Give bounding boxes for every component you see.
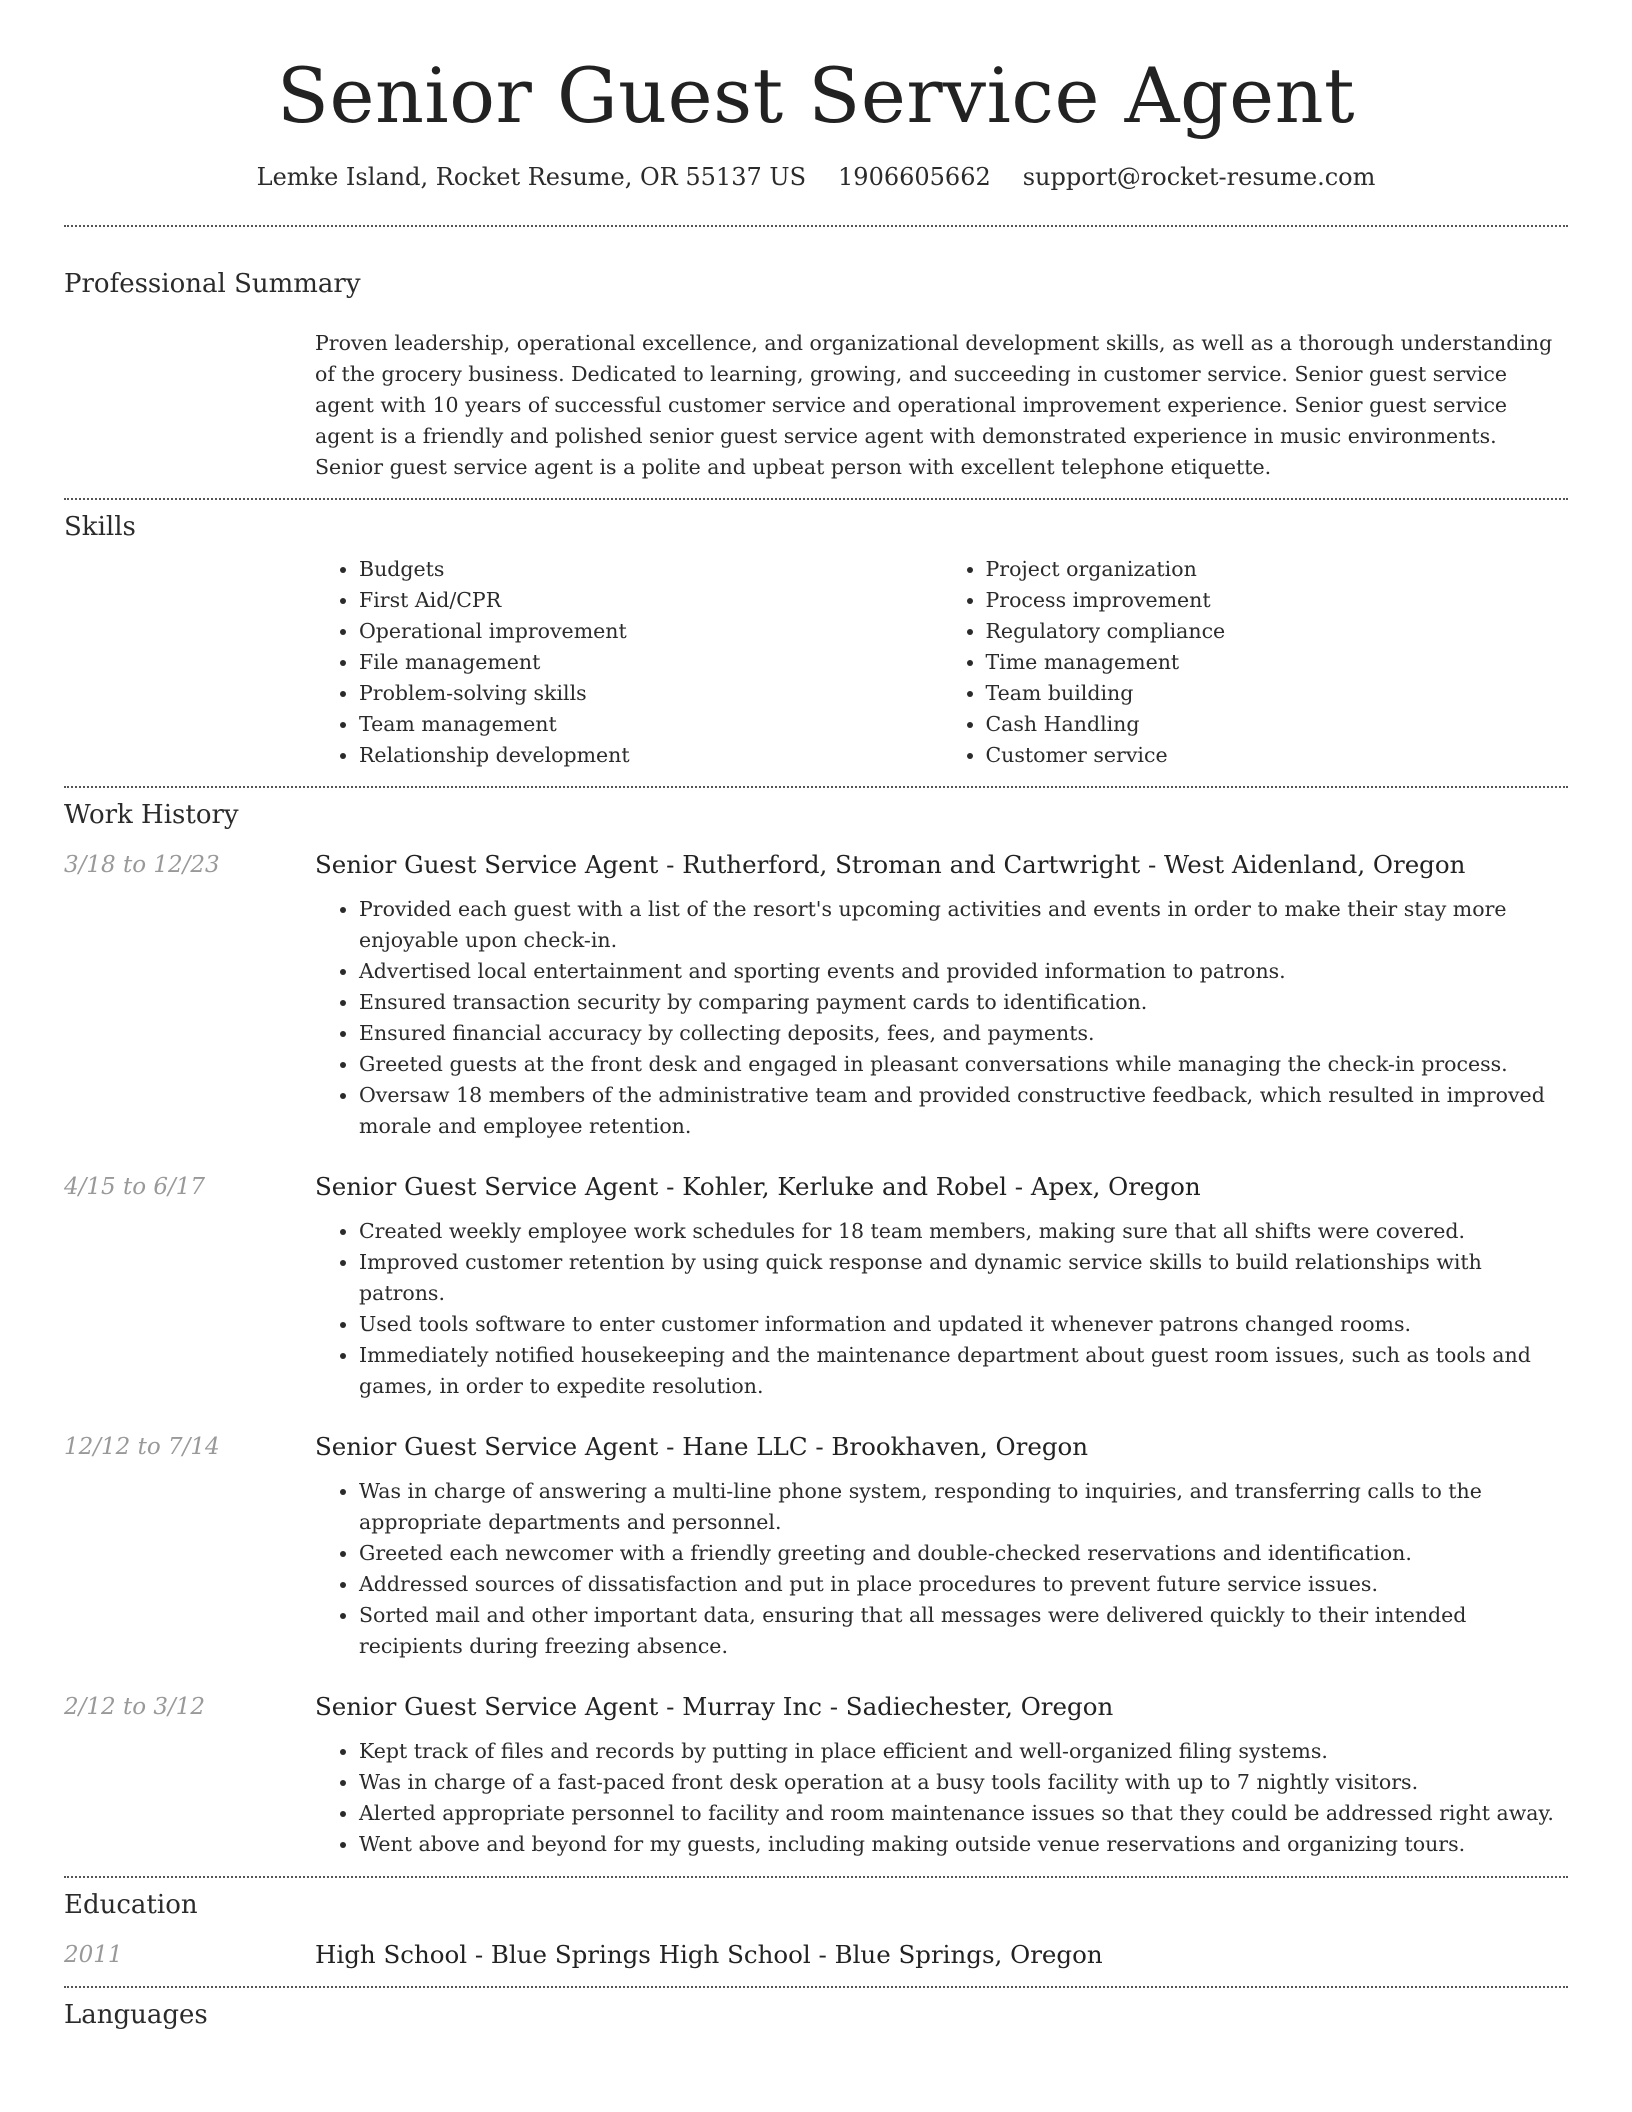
summary-text: Proven leadership, operational excellence, and organizational development skills, as well as a thorough understanding of the grocery business. Dedicated to learning, growing, and succeeding in customer service. Senior guest service agent with 10 years of successful customer service and operational improvement experience. Senior guest service agent is a friendly and polished senior guest service agent with demonstrated experience in music environments. Senior guest service agent is a polite and upbeat person with excellent telephone etiquette. — [315, 331, 1553, 480]
languages-section — [64, 1988, 1568, 2030]
job-bullet: • Immediately notified housekeeping and the maintenance department about guest room issues, such as tools and games, in order to expedite resolution. — [359, 1340, 1568, 1402]
skills-list-left — [315, 554, 942, 771]
skills-list-right — [942, 554, 1569, 771]
contact-email: support@rocket-resume.com — [1022, 163, 1376, 192]
job-bullet: • Advertised local entertainment and sporting events and provided information to patrons. — [359, 956, 1568, 987]
job-bullet: • Ensured transaction security by comparing payment cards to identification. — [359, 987, 1568, 1018]
skills-section — [64, 500, 1568, 786]
section-title-education: Education — [64, 1890, 198, 1921]
job-bullet: • Addressed sources of dissatisfaction and put in place procedures to prevent future service issues. — [359, 1569, 1568, 1600]
job-bullets — [315, 1736, 1568, 1860]
job-bullet: • Used tools software to enter customer information and updated it whenever patrons changed rooms. — [359, 1309, 1568, 1340]
skill-item: • Customer service — [986, 740, 1569, 771]
skill-item: • Cash Handling — [986, 709, 1569, 740]
skill-item: • First Aid/CPR — [359, 585, 942, 616]
skill-item: • Process improvement — [986, 585, 1569, 616]
job-bullet: • Created weekly employee work schedules for 18 team members, making sure that all shifts were covered. — [359, 1216, 1568, 1247]
education-year: 2011 — [64, 1942, 123, 1969]
section-title-skills: Skills — [64, 512, 136, 543]
section-title-languages: Languages — [64, 2000, 208, 2031]
job-bullet: • Was in charge of answering a multi-line phone system, responding to inquiries, and transferring calls to the appropriate departments and personnel. — [359, 1476, 1568, 1538]
job-heading: Senior Guest Service Agent - Hane LLC - Brookhaven, Oregon — [315, 1432, 1089, 1462]
section-title-work: Work History — [64, 800, 239, 831]
job-bullet: • Went above and beyond for my guests, including making outside venue reservations and organizing tours. — [359, 1829, 1568, 1860]
education-heading: High School - Blue Springs High School - Blue Springs, Oregon — [315, 1940, 1103, 1970]
skill-item: • Budgets — [359, 554, 942, 585]
skill-item: • Regulatory compliance — [986, 616, 1569, 647]
contact-line — [64, 163, 1568, 191]
skill-item: • Project organization — [986, 554, 1569, 585]
job-bullet: • Greeted guests at the front desk and engaged in pleasant conversations while managing the check-in process. — [359, 1049, 1568, 1080]
job-entry — [64, 1430, 1568, 1662]
job-entry — [64, 1170, 1568, 1402]
job-dates: 12/12 to 7/14 — [64, 1434, 220, 1461]
contact-address: Lemke Island, Rocket Resume, OR 55137 US — [256, 163, 807, 192]
job-bullet: • Kept track of files and records by putting in place efficient and well-organized filing systems. — [359, 1736, 1568, 1767]
skill-item: • Operational improvement — [359, 616, 942, 647]
candidate-name: Senior Guest Service Agent — [276, 51, 1356, 140]
resume-header — [64, 0, 1568, 191]
job-bullet: • Provided each guest with a list of the resort's upcoming activities and events in order to make their stay more enjoyable upon check-in. — [359, 894, 1568, 956]
job-bullet: • Improved customer retention by using quick response and dynamic service skills to build relationships with patrons. — [359, 1247, 1568, 1309]
skill-item: • File management — [359, 647, 942, 678]
job-entry — [64, 848, 1568, 1142]
job-bullet: • Ensured financial accuracy by collecting deposits, fees, and payments. — [359, 1018, 1568, 1049]
summary-section — [64, 227, 1568, 498]
skill-item: • Team management — [359, 709, 942, 740]
skill-item: • Relationship development — [359, 740, 942, 771]
section-title-summary: Professional Summary — [64, 269, 361, 300]
job-bullets — [315, 1476, 1568, 1662]
education-section — [64, 1878, 1568, 1986]
skill-item: • Team building — [986, 678, 1569, 709]
job-bullet: • Oversaw 18 members of the administrative team and provided constructive feedback, which resulted in improved morale and employee retention. — [359, 1080, 1568, 1142]
job-heading: Senior Guest Service Agent - Kohler, Kerluke and Robel - Apex, Oregon — [315, 1172, 1201, 1202]
job-entry — [64, 1690, 1568, 1860]
job-bullet: • Was in charge of a fast-paced front desk operation at a busy tools facility with up to 7 nightly visitors. — [359, 1767, 1568, 1798]
job-dates: 3/18 to 12/23 — [64, 852, 220, 879]
job-dates: 2/12 to 3/12 — [64, 1694, 206, 1721]
job-heading: Senior Guest Service Agent - Rutherford, Stroman and Cartwright - West Aidenland, Oregon — [315, 850, 1466, 880]
work-history-section — [64, 788, 1568, 1876]
job-heading: Senior Guest Service Agent - Murray Inc - Sadiechester, Oregon — [315, 1692, 1114, 1722]
contact-phone: 1906605662 — [838, 163, 991, 192]
job-dates: 4/15 to 6/17 — [64, 1174, 206, 1201]
job-bullets — [315, 894, 1568, 1142]
job-bullets — [315, 1216, 1568, 1402]
job-bullet: • Greeted each newcomer with a friendly greeting and double-checked reservations and identification. — [359, 1538, 1568, 1569]
job-bullet: • Alerted appropriate personnel to facility and room maintenance issues so that they could be addressed right away. — [359, 1798, 1568, 1829]
skill-item: • Time management — [986, 647, 1569, 678]
skill-item: • Problem-solving skills — [359, 678, 942, 709]
job-bullet: • Sorted mail and other important data, ensuring that all messages were delivered quickly to their intended recipients during freezing absence. — [359, 1600, 1568, 1662]
